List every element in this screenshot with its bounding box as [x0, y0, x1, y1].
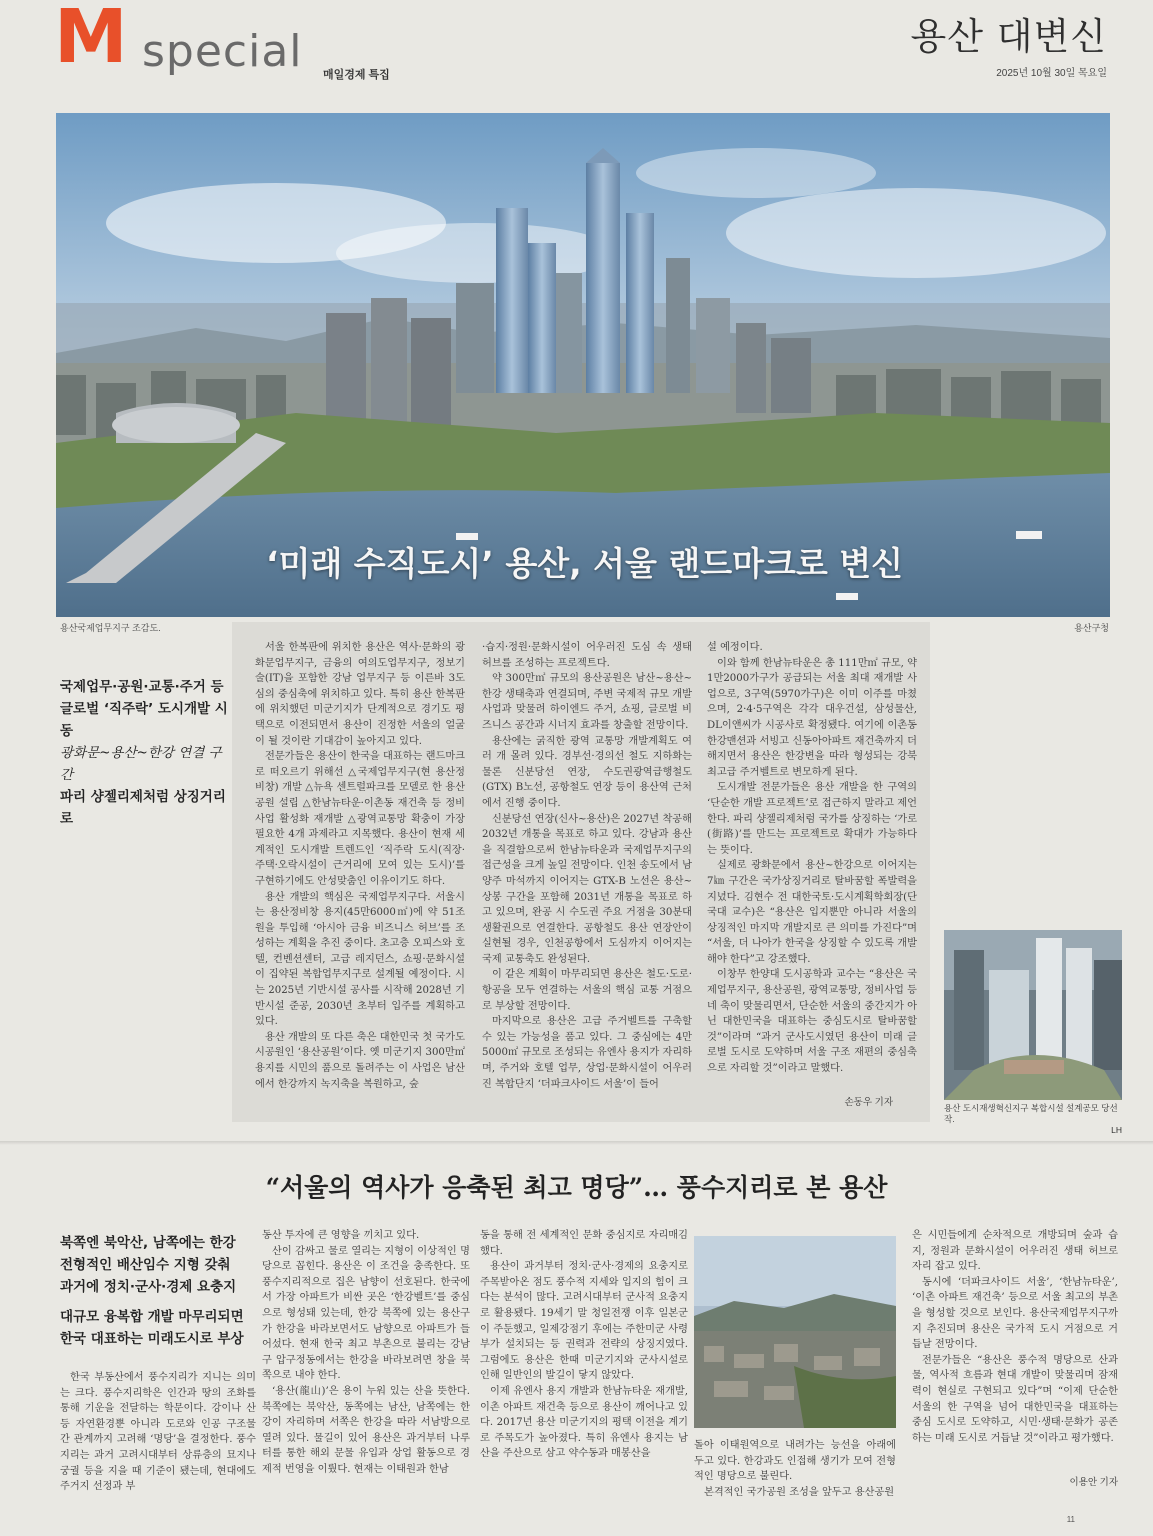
paragraph: 신분당선 연장(신사~용산)은 2027년 착공해 2032년 개통을 목표로 하고 있다. 강남과 용산을 직결함으로써 한남뉴타운과 국제업무지구의 접근성을 크게 높일 전망이다. 인천 송도에서 남양주 마석까지 이어지는 GTX-B 노선은 용산~상봉 구간을 포함해 2031년 개통을 목표로 하고 있으며, 완공 시 수도권 주요 거점을 30분대 생활권으로 연결한다. 공항철도 용산 연장안이 실현될 경우, 인천공항에서 도심까지 이어지는 국제 교통축도 완성된다. — [482, 813, 692, 965]
masthead-subtitle: 매일경제 특집 — [323, 69, 390, 81]
paragraph: 이 같은 계획이 마무리되면 용산은 철도·도로·항공을 모두 연결하는 서울의 핵심 교통 거점으로 부상할 전망이다. — [482, 969, 692, 1012]
paragraph: 이와 함께 한남뉴타운은 총 111만㎡ 규모, 약 1만2000가구가 공급되는 서울 최대 재개발 사업으로, 3구역(5970가구)은 이미 이주를 마쳤으며, 2·4·5구역은 각각 대우건설, 삼성물산, DL이앤씨가 시공사로 확정됐다. 여기에 이촌동 한강맨션과 서빙고 신동아아파트 재건축까지 더해지면서 용산은 한강변을 따라 형성되는 강북 최고급 주거벨트로 변모하게 된다. — [707, 657, 917, 778]
paragraph: 실제로 광화문에서 용산~한강으로 이어지는 7㎞ 구간은 국가상징거리로 탈바꿈할 폭발력을 지녔다. 김현수 전 대한국토·도시계획학회장(단국대 교수)은 “용산은 입지뿐만 아니라 서울의 상징적인 마지막 개발지로 큰 의미를 가진다”며 “서울, 더 나아가 한국을 상징할 수 있도록 개발해야 한다”고 강조했다. — [707, 860, 917, 965]
article1-column-2 — [482, 640, 692, 1092]
article1-column-3 — [707, 640, 917, 1077]
inset-caption-text: 용산 도시재생혁신지구 복합시설 설계공모 당선작. — [944, 1103, 1118, 1124]
article2-deck-line: 전형적인 배산임수 지형 갖춰 — [60, 1257, 231, 1273]
article2-column-3 — [480, 1228, 688, 1462]
paragraph: 용산에는 굵직한 광역 교통망 개발계획도 여러 개 몰려 있다. 경부선·경의선 철도 지하화는 물론 신분당선 연장, 수도권광역급행철도(GTX) B노선, 공항철도 연장 등이 용산역 근처에서 진행 중이다. — [482, 735, 692, 809]
paragraph: ‘용산(龍山)’은 용이 누워 있는 산을 뜻한다. 북쪽에는 북악산, 동쪽에는 남산, 남쪽에는 한강이 자리하며 서쪽은 한강을 따라 서남방으로 열려 있다. 물길이 있어 용산은 과거부터 나루터를 통한 해외 문물 유입과 상업 활동으로 경제적 번영을 이뤘다. 현재는 이태원과 한남 — [262, 1385, 470, 1475]
article1-deck — [60, 676, 230, 830]
paragraph: 한국 부동산에서 풍수지리가 지니는 의미는 크다. 풍수지리학은 인간과 땅의 조화를 통해 기운을 전달하는 학문이다. 강이나 산 등 자연환경뿐 아니라 도로와 인공 구조물 간 관계까지 고려해 ‘명당’을 결정한다. 풍수지리는 과거 고려시대부터 상류층의 묘지나 궁궐 등을 지을 때 기준이 됐는데, 현대에도 주거지 선정과 부 — [60, 1372, 256, 1493]
inset-caption — [944, 1103, 1122, 1136]
fold-line — [0, 1141, 1153, 1145]
article1-column-1 — [255, 640, 465, 1092]
paragraph: 이창무 한양대 도시공학과 교수는 “용산은 국제업무지구, 용산공원, 광역교통망, 정비사업 등 네 축이 맞물리면서, 단순한 서울의 중간지가 아닌 대한민국을 대표하는 중심도시로 탈바꿈할 것”이라며 “과거 군사도시였던 용산이 미래 글로벌 도시로 도약하며 서울 구조 재편의 중심축으로 자리할 것”이라고 말했다. — [707, 969, 917, 1075]
article1-byline: 손동우 기자 — [844, 1097, 893, 1108]
paragraph: 동산 투자에 큰 영향을 끼치고 있다. — [262, 1230, 420, 1241]
paragraph: 산이 감싸고 물로 열리는 지형이 이상적인 명당으로 꼽힌다. 용산은 이 조건을 충족한다. 또 풍수지리적으로 집은 남향이 선호된다. 한국에서 가장 아파트가 비싼 곳은 ‘한강벨트’를 중심으로 형성돼 있는데, 한강 북쪽에 있는 용산구가 한강을 바라보면서도 남향으로 아파트가 들어섰다. 현재 한국 최고 부촌으로 불리는 강남구 압구정동에서는 한강을 바라보려면 창을 북쪽으로 내야 한다. — [262, 1245, 470, 1382]
page-number: 11 — [1066, 1515, 1075, 1524]
section-title: 용산 대변신 — [910, 15, 1107, 58]
article1-deck-line: 파리 샹젤리제처럼 상징거리로 — [60, 789, 226, 827]
paragraph: 동을 통해 전 세계적인 문화 중심지로 자리매김했다. — [480, 1230, 688, 1257]
inset-credit: LH — [1111, 1125, 1122, 1135]
hero-photo-caption: 용산국제업무지구 조감도. — [60, 623, 161, 633]
masthead-logo-m: M — [54, 0, 126, 80]
article2-deck-line: 북쪽엔 북악산, 남쪽에는 한강 — [60, 1235, 236, 1251]
article2-photo — [694, 1236, 896, 1428]
paragraph: 전문가들은 용산이 한국을 대표하는 랜드마크로 떠오르기 위해선 △국제업무지구(현 용산정비창) 개발 △뉴욕 센트럴파크를 모델로 한 용산공원 설립 △한남뉴타운·이촌동 재건축 등 정비사업 활성화 재개발 △광역교통망 확충이 가장 필요한 4개 과제라고 지목했다. 용산이 현재 세계적인 도시개발 트렌드인 ‘직주락 도시(직장·주택·오락시설이 근거리에 모여 있는 도시)’를 구현하기에도 안성맞춤인 이유이기도 하다. — [255, 751, 465, 887]
article1-headline: ‘미래 수직도시’ 용산, 서울 랜드마크로 변신 — [266, 544, 903, 583]
article1-deck-line: 광화문~용산~한강 연결 구간 — [60, 745, 222, 783]
paragraph: 마지막으로 용산은 고급 주거벨트를 구축할 수 있는 가능성을 품고 있다. 그 중심에는 4만5000㎡ 규모로 조성되는 유엔사 용지가 자리하며, 주거와 호텔 업무, 상업·문화시설이 어우러진 복합단지 ‘더파크사이드 서울’이 들어 — [482, 1016, 692, 1090]
paragraph: 약 300만㎡ 규모의 용산공원은 남산~용산~한강 생태축과 연결되며, 주변 국제적 규모 개발사업과 맞물려 하이엔드 주거, 쇼핑, 글로벌 비즈니스 공간과 시너지 효과를 창출할 전망이다. — [482, 673, 692, 731]
paragraph: 돌아 이태원역으로 내려가는 능선을 아래에 두고 있다. 한강과도 인접해 생기가 모여 전형적인 명당으로 불린다. — [694, 1440, 896, 1483]
paragraph: 이제 유엔사 용지 개발과 한남뉴타운 재개발, 이촌 아파트 재건축 등으로 용산이 깨어나고 있다. 2017년 용산 미군기지의 평택 이전을 계기로 주목도가 높아졌다. 특히 유엔사 용지는 남산을 주산으로 삼고 약수동과 매봉산을 — [480, 1385, 688, 1460]
article2-column-4 — [694, 1438, 896, 1500]
article2-deck-line: 한국 대표하는 미래도시로 부상 — [60, 1331, 244, 1347]
inset-photo — [944, 930, 1122, 1100]
paragraph: 용산이 과거부터 정치·군사·경제의 요충지로 주목받아온 점도 풍수적 지세와 입지의 힘이 크다는 분석이 많다. 고려시대부터 군사적 요충지로 활용됐다. 19세기 말 청일전쟁 이후 일본군이 주둔했고, 일제강점기 후에는 주한미군 사령부가 설치되는 등 권력과 전략의 상징지였다. 그럼에도 용산은 한때 미군기지와 군사시설로 인해 일반인의 발길이 닿지 않았다. — [480, 1261, 688, 1382]
article2-headline: “서울의 역사가 응축된 최고 명당”… 풍수지리로 본 용산 — [265, 1173, 888, 1202]
paragraph: 전문가들은 “용산은 풍수적 명당으로 산과 물, 역사적 흐름과 현대 개발이 맞물리며 잠재력이 현실로 구현되고 있다”며 “이제 단순한 서울의 한 구역을 넘어 대한민국을 대표하는 중심 도시로 도약하고, 시민·생태·문화가 공존하는 미래 도시로 거듭날 것”이라고 평가했다. — [912, 1354, 1118, 1444]
article2-deck-line: 대규모 융복합 개발 마무리되면 — [60, 1309, 244, 1325]
article2-deck-line: 과거에 정치·군사·경제 요충지 — [60, 1279, 237, 1295]
article2-photo-rendering — [694, 1236, 896, 1428]
paragraph: 은 시민들에게 순차적으로 개방되며 숲과 습지, 정원과 문화시설이 어우러진 생태 허브로 자리 잡고 있다. — [912, 1230, 1118, 1273]
article1-deck-line: 글로벌 ‘직주락’ 도시개발 시동 — [60, 701, 228, 739]
paragraph: ·습지·정원·문화시설이 어우러진 도심 속 생태 허브를 조성하는 프로젝트다. — [482, 642, 692, 669]
paragraph: 용산 개발의 또 다른 축은 대한민국 첫 국가도시공원인 ‘용산공원’이다. 옛 미군기지 300만㎡ 용지를 시민의 품으로 돌려주는 이 사업은 남산에서 한강까지 녹지축을 복원하고, 숲 — [255, 1031, 465, 1090]
paragraph: 용산 개발의 핵심은 국제업무지구다. 서울시는 용산정비창 용지(45만6000㎡)에 약 51조원을 투입해 ‘아시아 금융 비즈니스 허브’를 조성하는 계획을 추진 중이다. 초고층 오피스와 호텔, 컨벤션센터, 고급 레지던스, 쇼핑·문화시설이 집약된 복합업무지구로 설계될 예정이다. 시는 2025년 기반시설 공사를 시작해 2028년 기반시설 준공, 2030년 초부터 입주를 계획하고 있다. — [255, 891, 465, 1028]
article2-byline: 이용안 기자 — [1069, 1477, 1118, 1488]
issue-date: 2025년 10월 30일 목요일 — [996, 68, 1107, 79]
hero-photo-credit: 용산구청 — [1074, 623, 1109, 633]
article1-deck-line: 국제업무·공원·교통·주거 등 — [60, 679, 224, 695]
paragraph: 본격적인 국가공원 조성을 앞두고 용산공원 — [704, 1486, 895, 1498]
paragraph: 동시에 ‘더파크사이드 서울’, ‘한남뉴타운’, ‘이촌 아파트 재건축’ 등으로 서울 최고의 부촌을 형성할 것으로 보인다. 용산국제업무지구까지 추진되며 용산은 국가적 도시 거점으로 거듭날 전망이다. — [912, 1276, 1118, 1351]
paragraph: 도시개발 전문가들은 용산 개발을 한 구역의 ‘단순한 개발 프로젝트’로 접근하지 말라고 제언한다. 파리 샹젤리제처럼 국가를 상징하는 ‘가로(街路)’를 만드는 프로젝트로 확대가 가능하다는 뜻이다. — [707, 782, 917, 856]
paragraph: 설 예정이다. — [707, 642, 763, 653]
inset-rendering — [944, 930, 1122, 1100]
article2-column-5 — [912, 1228, 1118, 1446]
paragraph: 서울 한복판에 위치한 용산은 역사·문화의 광화문업무지구, 금융의 여의도업무지구, 정보기술(IT)을 포함한 강남 업무지구 등 이른바 3도심의 중심축에 위치하고 있다. 특히 용산 한복판에 위치했던 미군기지가 단계적으로 경기도 평택으로 이전되면서 용산이 진정한 서울의 얼굴이 될 것이란 기대감이 높아지고 있다. — [255, 642, 465, 747]
article2-deck — [60, 1232, 260, 1350]
article2-column-2 — [262, 1228, 470, 1478]
article2-column-1 — [60, 1370, 256, 1495]
masthead-logo-special: special — [142, 26, 303, 77]
